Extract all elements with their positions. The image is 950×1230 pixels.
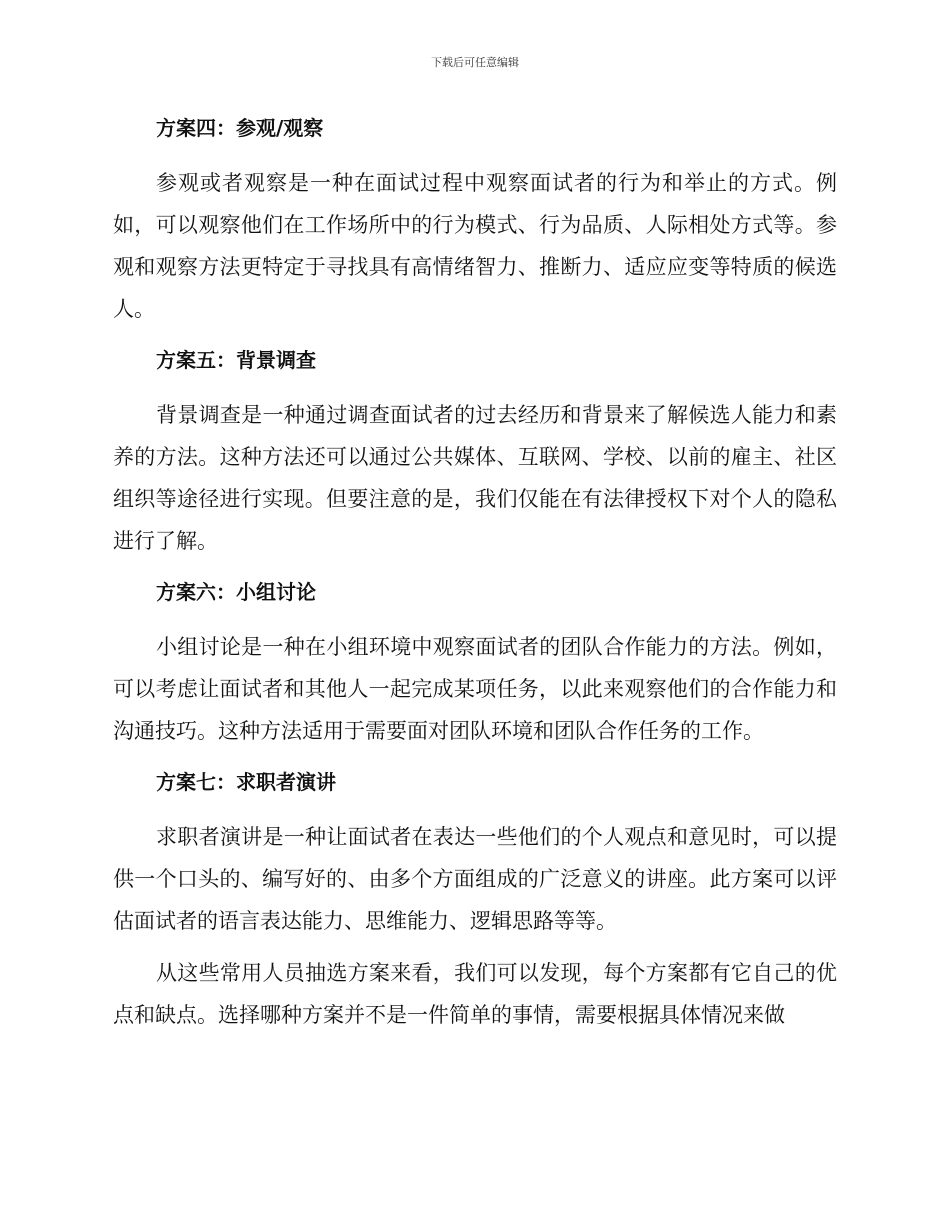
conclusion-paragraph: 从这些常用人员抽选方案来看，我们可以发现，每个方案都有它自己的优点和缺点。选择哪种方案并不是一件简单的事情，需要根据具体情况来做 [113, 961, 837, 1027]
section-heading: 方案四：参观/观察 [156, 116, 324, 140]
section-heading: 方案六：小组讨论 [156, 580, 316, 604]
section-paragraph: 小组讨论是一种在小组环境中观察面试者的团队合作能力的方法。例如，可以考虑让面试者和其他人一起完成某项任务，以此来观察他们的合作能力和沟通技巧。这种方法适用于需要面对团队环境和团队合作任务的工作。 [113, 635, 837, 743]
section-heading: 方案七：求职者演讲 [156, 770, 336, 794]
section-plan-6 [113, 572, 837, 762]
section-paragraph: 参观或者观察是一种在面试过程中观察面试者的行为和举止的方式。例如，可以观察他们在工作场所中的行为模式、行为品质、人际相处方式等。参观和观察方法更特定于寻找具有高情绪智力、推断力、适应应变等特质的候选人。 [113, 171, 837, 321]
section-paragraph: 背景调查是一种通过调查面试者的过去经历和背景来了解候选人能力和素养的方法。这种方法还可以通过公共媒体、互联网、学校、以前的雇主、社区组织等途径进行实现。但要注意的是，我们仅能在有法律授权下对个人的隐私进行了解。 [113, 403, 837, 553]
section-heading: 方案五：背景调查 [156, 348, 316, 372]
section-plan-4 [113, 108, 837, 340]
section-plan-7 [113, 762, 837, 952]
section-plan-5 [113, 340, 837, 572]
document-body [113, 108, 837, 1036]
section-paragraph: 求职者演讲是一种让面试者在表达一些他们的个人观点和意见时，可以提供一个口头的、编写好的、由多个方面组成的广泛意义的讲座。此方案可以评估面试者的语言表达能力、思维能力、逻辑思路等等。 [113, 825, 837, 933]
page-header-note: 下载后可任意编辑 [431, 56, 519, 69]
